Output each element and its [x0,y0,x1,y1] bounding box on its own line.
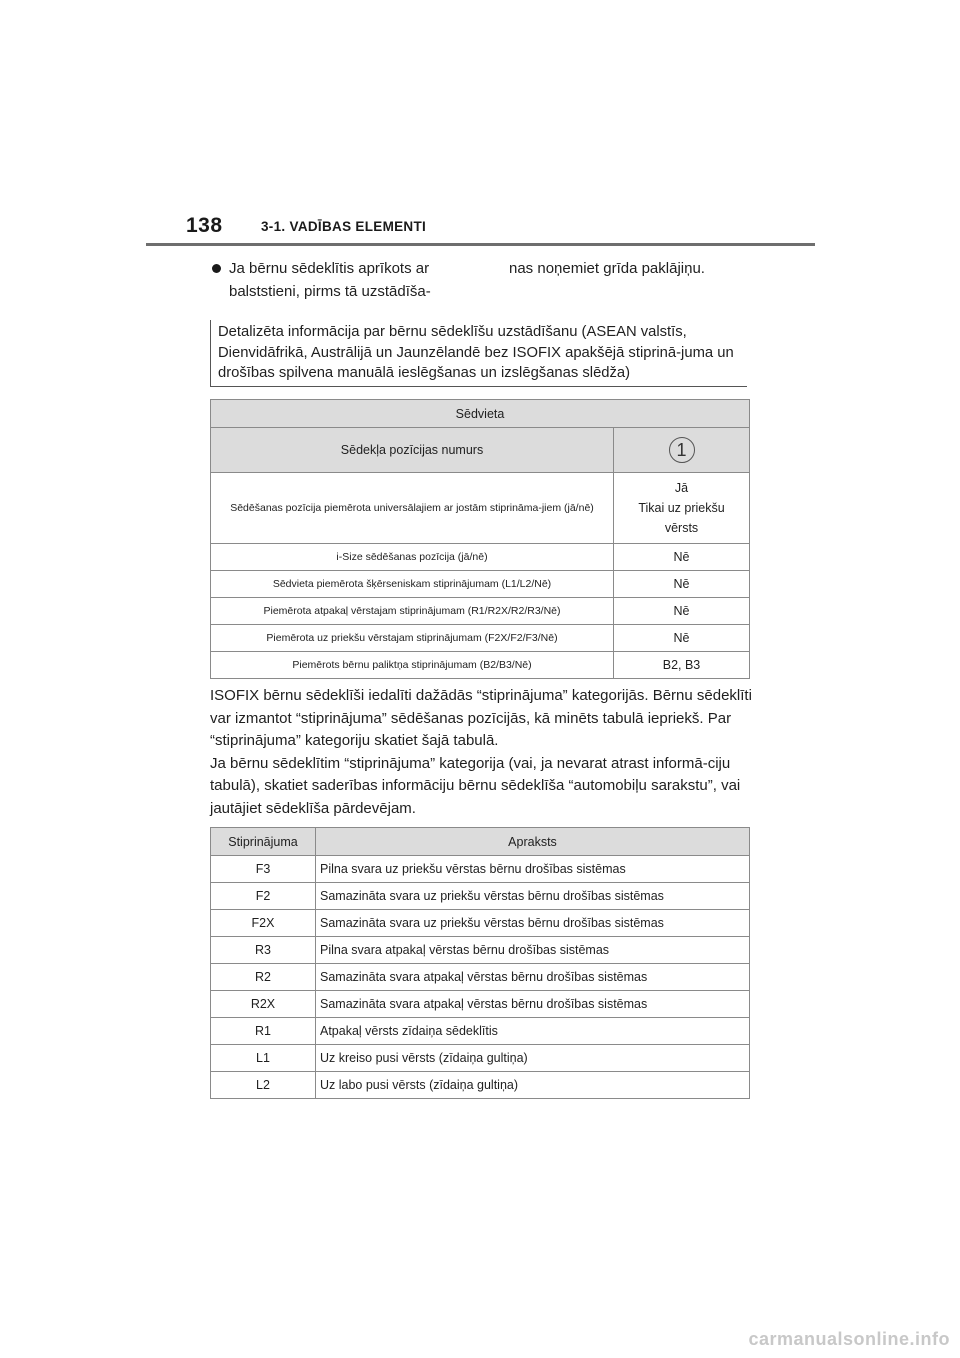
table-row [211,883,750,910]
category-code: R2X [211,991,316,1018]
body-paragraph: Ja bērnu sēdeklītim “stiprinājuma” kategorija (vai, ja nevarat atrast informā-ciju tabulā), skatiet saderības informāciju bērnu sēdeklīša “automobiļu sarakstu”, vai jautājiet sēdeklīša pārdevējam. [210,754,741,817]
seat-row-value: B2, B3 [614,652,750,679]
category-code: F2 [211,883,316,910]
table-row [211,964,750,991]
category-code: R2 [211,964,316,991]
seat-row-value: Nē [614,571,750,598]
category-description: Samazināta svara uz priekšu vērstas bērnu drošības sistēmas [316,883,750,910]
table-row [211,856,750,883]
seat-row-value-line: Tikai uz priekšu [638,501,725,515]
category-description: Samazināta svara atpakaļ vērstas bērnu drošības sistēmas [316,964,750,991]
seat-row-value: Nē [614,625,750,652]
seat-row-value-line: Jā [674,481,689,495]
table-row [211,937,750,964]
section-title: 3-1. VADĪBAS ELEMENTI [261,219,427,234]
seat-row-label: Piemērota atpakaļ vērstajam stiprinājumam (R1/R2X/R2/R3/Nē) [211,598,614,625]
info-box [210,320,747,387]
category-description: Samazināta svara atpakaļ vērstas bērnu drošības sistēmas [316,991,750,1018]
seat-row-label: Piemērots bērnu paliktņa stiprinājumam (B2/B3/Nē) [211,652,614,679]
seat-row-value [614,473,750,544]
table-row [211,1045,750,1072]
table-row [211,991,750,1018]
body-text [210,685,755,821]
seat-table-header: Sēdvieta [211,400,750,428]
category-code: R3 [211,937,316,964]
category-code: F2X [211,910,316,937]
body-paragraph: ISOFIX bērnu sēdeklīši iedalīti dažādās “stiprinājuma” kategorijās. Bērnu sēdeklīti var izmantot “stiprinājuma” sēdēšanas pozīcijās, kā minēts tabulā iepriekš. Par “stiprinājuma” kategoriju skatiet šajā tabulā. [210,687,752,750]
bullet-dot-icon [212,264,221,273]
column-header-description: Apraksts [316,828,750,856]
seat-position-table [210,399,750,679]
watermark: carmanualsonline.info [748,1329,950,1349]
position-number-badge: 1 [669,437,695,463]
category-description: Uz kreiso pusi vērsts (zīdaiņa gultiņa) [316,1045,750,1072]
fixture-category-table [210,827,750,1099]
category-description: Uz labo pusi vērsts (zīdaiņa gultiņa) [316,1072,750,1099]
seat-row-label: i-Size sēdēšanas pozīcija (jā/nē) [211,544,614,571]
category-description: Atpakaļ vērsts zīdaiņa sēdeklītis [316,1018,750,1045]
bullet-text-left: Ja bērnu sēdeklītis aprīkots ar balststieni, pirms tā uzstādīša- [229,260,431,300]
category-code: R1 [211,1018,316,1045]
seat-row-value: Nē [614,598,750,625]
seat-position-cell [614,428,750,473]
info-box-text: Detalizēta informācija par bērnu sēdeklīšu uzstādīšanu (ASEAN valstīs, Dienvidāfrikā, Austrālijā un Jaunzēlandē bez ISOFIX apakšējā stiprinā-juma un drošības spilvena manuālā ieslēgšanas un izslēgšanas slēdža) [218,324,734,381]
column-header-category: Stiprinājuma [211,828,316,856]
category-description: Samazināta svara uz priekšu vērstas bērnu drošības sistēmas [316,910,750,937]
table-row [211,1018,750,1045]
header-divider [146,243,815,246]
category-code: F3 [211,856,316,883]
bullet-text-right: nas noņemiet grīda paklājiņu. [509,260,705,277]
seat-row-label: Sēdvieta piemērota šķērseniskam stiprinājumam (L1/L2/Nē) [211,571,614,598]
seat-position-label: Sēdekļa pozīcijas numurs [211,428,614,473]
category-code: L1 [211,1045,316,1072]
seat-row-label: Sēdēšanas pozīcija piemērota universālajiem ar jostām stiprināma-jiem (jā/nē) [211,473,614,544]
table-row [211,1072,750,1099]
seat-row-label: Piemērota uz priekšu vērstajam stiprinājumam (F2X/F2/F3/Nē) [211,625,614,652]
seat-row-value: Nē [614,544,750,571]
category-description: Pilna svara uz priekšu vērstas bērnu drošības sistēmas [316,856,750,883]
seat-row-value-line: vērsts [664,521,699,535]
category-description: Pilna svara atpakaļ vērstas bērnu drošības sistēmas [316,937,750,964]
page-number: 138 [186,214,223,237]
table-row [211,910,750,937]
category-code: L2 [211,1072,316,1099]
